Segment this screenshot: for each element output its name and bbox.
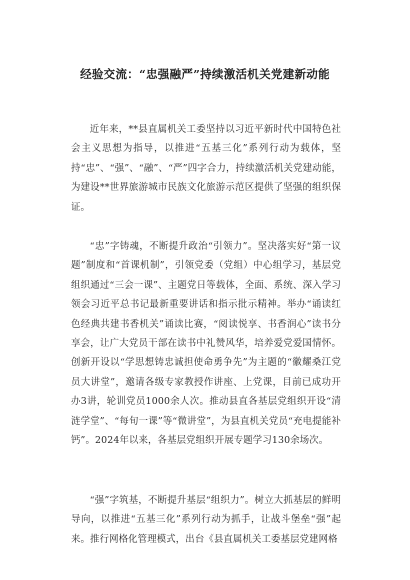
paragraph-intro: 近年来，**县直属机关工委坚持以习近平新时代中国特色社会主义思想为指导，以推进“五基三化”系列行动为载体，坚持“忠”、“强”、“融”、“严”四字合力，持续激活机关党建动能，为建设**世界旅游城市民族文化旅游示范区提供了坚强的组织保证。 — [71, 124, 341, 213]
paragraph-loyalty: “忠”字铸魂，不断提升政治“引领力”。坚决落实好“第一议题”制度和“首课机制”，引领党委（党组）中心组学习，基层党组织通过“三会一课”、主题党日等载体，全面、系统、深入学习领会习近平总书记最新重要讲话和指示批示精神。举办“诵读红色经典共建书香机关”诵读比赛，“阅读悦享、书香润心”读书分享会，让广大党员干部在读书中礼赞风华，培养爱党爱国情怀。创新开设以“学思想铸忠诚担使命勇争先”为主题的“徽耀桑江党员大讲堂”，邀请各级专家教授作讲座、上党课，目前已成功开办3讲，轮训党员1000余人次。推动县直各基层党组织开设“清涟学堂”、“每旬一课”等“微讲堂”，为县直机关党员“充电提能补钙”。2024年以来，各基层党组织开展专题学习130余场次。 — [71, 241, 341, 447]
paragraph-strength: “强”字筑基，不断提升基层“组织力”。树立大抓基层的鲜明导向，以推进“五基三化”系列行动为抓手，让战斗堡垒“强”起来。推行网格化管理模式，出台《县直属机关工委基层党建网格 — [71, 495, 341, 545]
document-title: 经验交流：“忠强融严”持续激活机关党建新动能 — [80, 67, 330, 81]
